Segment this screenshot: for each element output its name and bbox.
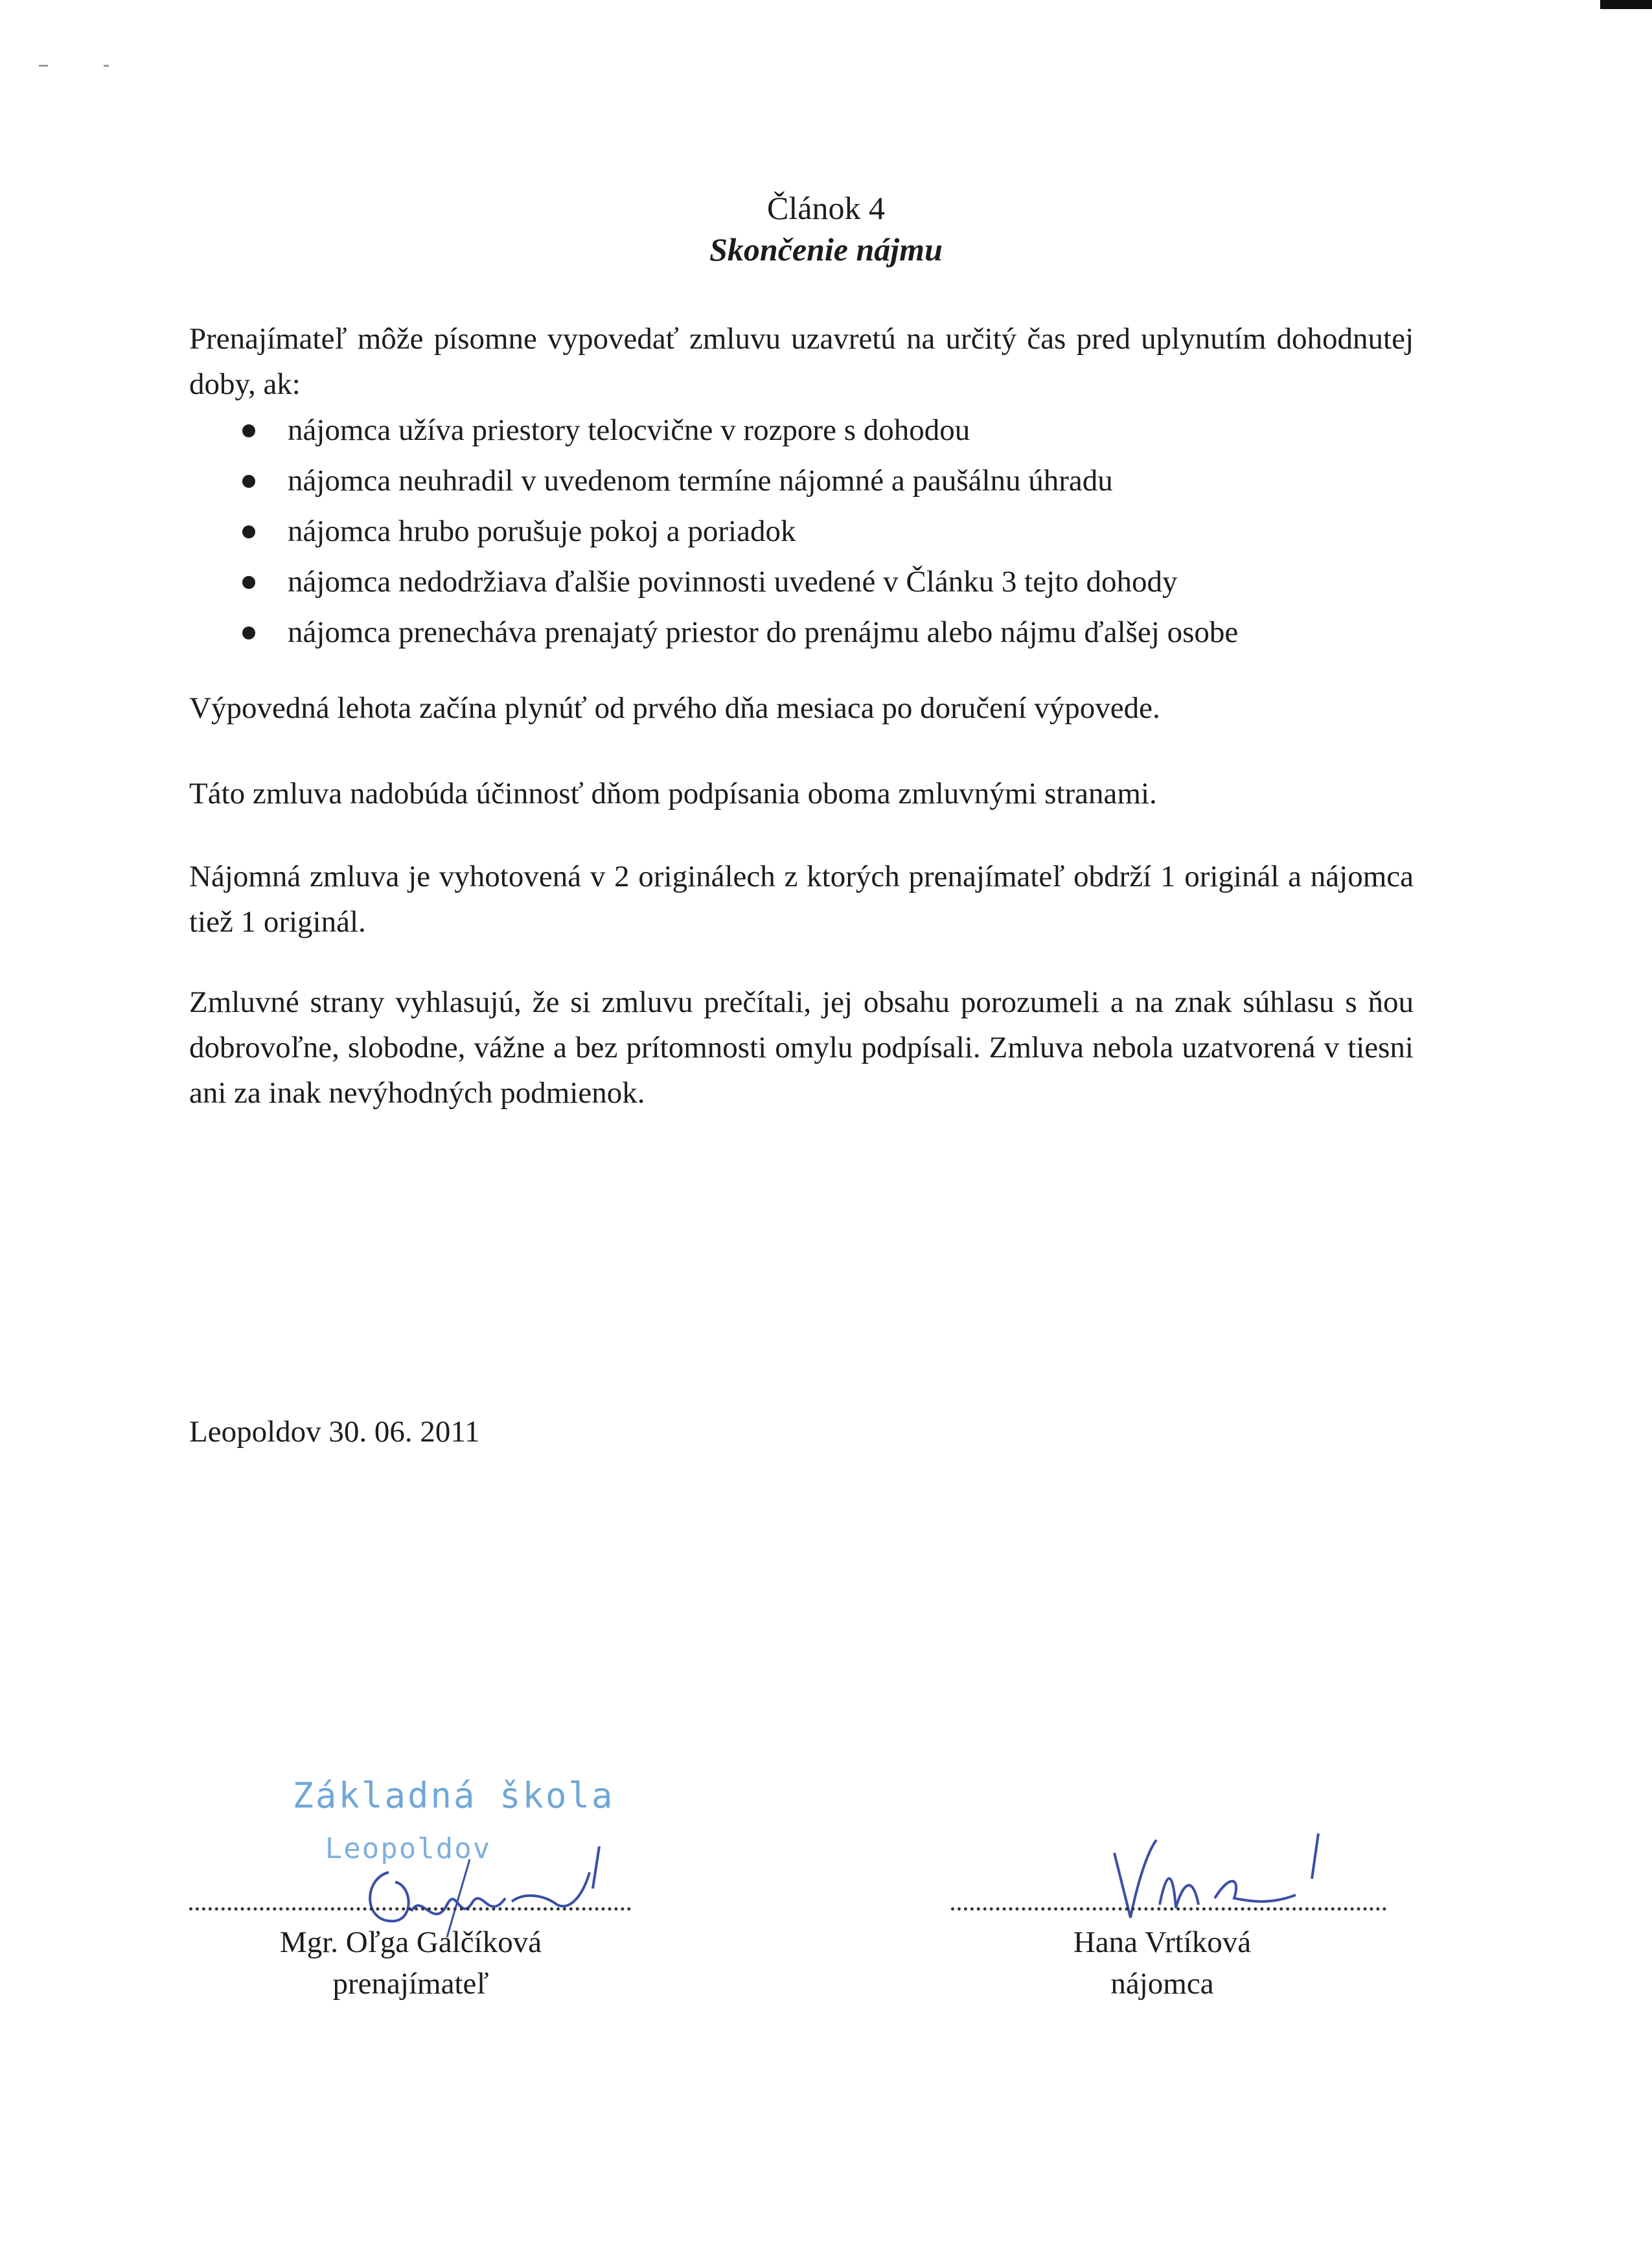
article-title: Skončenie nájmu <box>709 231 943 268</box>
list-item <box>189 609 1414 650</box>
landlord-signature-line <box>189 1907 631 1911</box>
termination-conditions-list <box>189 407 1414 654</box>
list-item <box>189 558 1414 605</box>
tenant-signatory <box>916 1922 1408 2005</box>
bullet-icon <box>242 424 255 437</box>
landlord-name: Mgr. Oľga Galčíková <box>279 1925 542 1959</box>
effect-paragraph: Táto zmluva nadobúda účinnosť dňom podpísania oboma zmluvnými stranami. <box>189 777 1157 810</box>
bullet-icon <box>242 475 255 488</box>
list-item-text: nájomca užíva priestory telocvične v rozpore s dohodou <box>288 413 970 447</box>
intro-paragraph: Prenajímateľ môže písomne vypovedať zmluvu uzavretú na určitý čas pred uplynutím dohodnutej doby, ak: <box>189 322 1414 401</box>
list-item <box>189 457 1414 504</box>
scan-specks <box>39 65 117 69</box>
stamp-line1: Základná škola <box>292 1775 615 1816</box>
bullet-icon <box>242 626 255 639</box>
list-item <box>189 407 1414 454</box>
list-item-text: nájomca neuhradil v uvedenom termíne nájomné a paušálnu úhradu <box>288 464 1113 498</box>
landlord-signatory <box>165 1922 657 2005</box>
list-item-text: nájomca hrubo porušuje pokoj a poriadok <box>288 514 796 548</box>
tenant-role: nájomca <box>1110 1967 1214 2001</box>
list-item <box>189 508 1414 555</box>
bullet-icon <box>242 576 255 589</box>
bullet-icon <box>242 525 255 538</box>
copies-paragraph: Nájomná zmluva je vyhotovená v 2 originálech z ktorých prenajímateľ obdrží 1 originál a nájomca tiež 1 originál. <box>189 860 1414 939</box>
notice-period-paragraph: Výpovedná lehota začína plynúť od prvého dňa mesiaca po doručení výpovede. <box>189 691 1160 725</box>
place-date: Leopoldov 30. 06. 2011 <box>189 1415 480 1449</box>
list-item-text: nájomca nedodržiava ďalšie povinnosti uvedené v Článku 3 tejto dohody <box>288 565 1178 599</box>
tenant-name: Hana Vrtíková <box>1073 1925 1252 1959</box>
scan-corner-mark <box>1600 0 1652 9</box>
tenant-signature-line <box>951 1907 1386 1911</box>
landlord-role: prenajímateľ <box>332 1967 489 2001</box>
declaration-paragraph: Zmluvné strany vyhlasujú, že si zmluvu prečítali, jej obsahu porozumeli a na znak súhlasu s ňou dobrovoľne, slobodne, vážne a bez prítomnosti omylu podpísali. Zmluva nebola uzatvorená v tiesni ani za inak nevýhodných podmienok. <box>189 985 1414 1110</box>
stamp-line2: Leopoldov <box>325 1832 492 1865</box>
article-number: Článok 4 <box>767 190 885 226</box>
list-item-text: nájomca prenecháva prenajatý priestor do prenájmu alebo nájmu ďalšej osobe <box>288 615 1239 649</box>
